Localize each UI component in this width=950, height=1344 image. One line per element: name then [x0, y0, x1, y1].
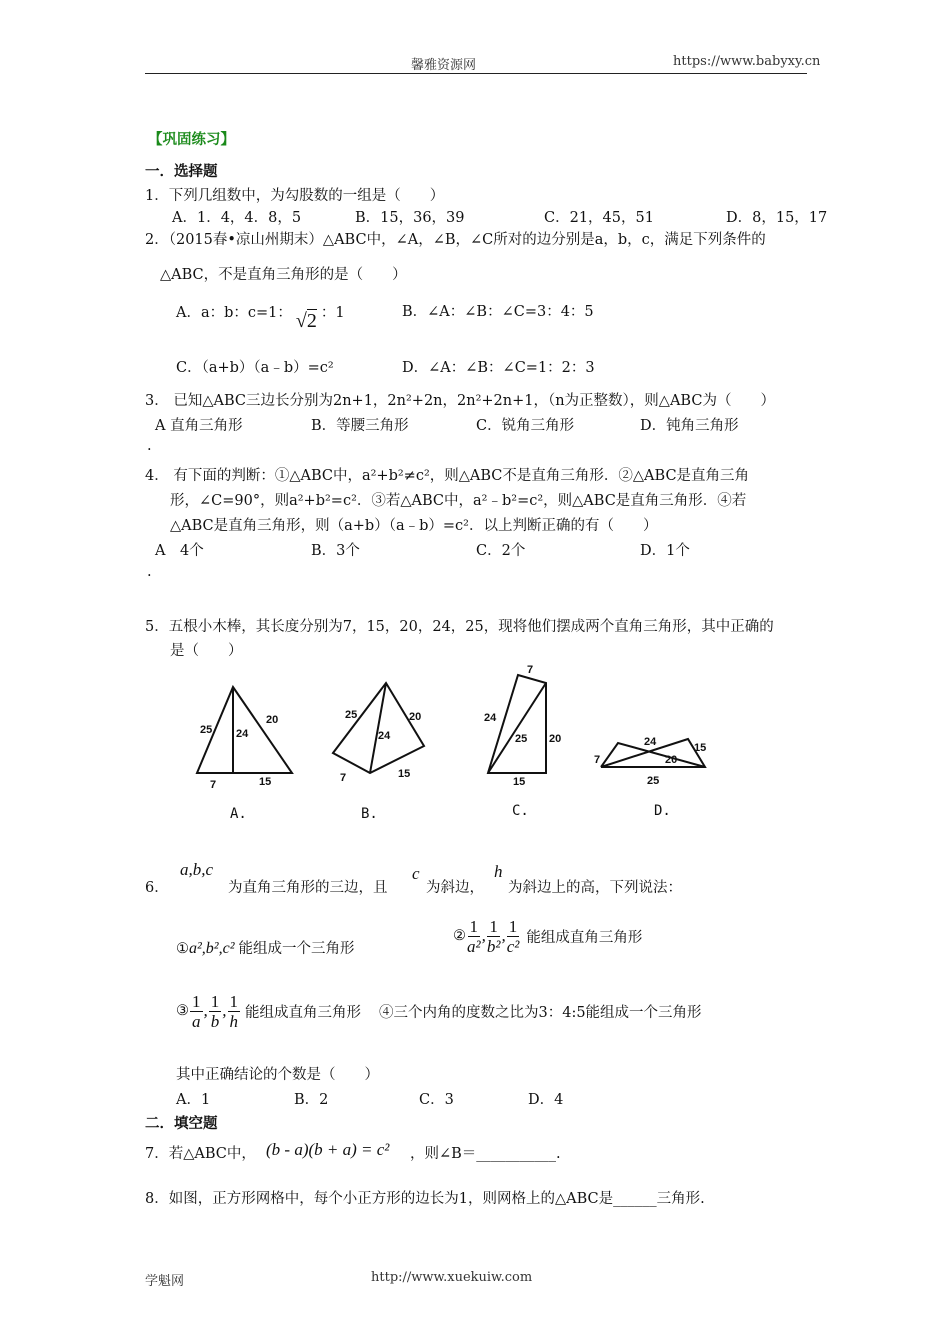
statement-3-mark: ③ [176, 1003, 189, 1019]
q6-statement-1 [176, 937, 355, 958]
header-site-name: 馨雅资源网 [411, 58, 477, 73]
frac-den: a [192, 1011, 201, 1031]
fig-b-label-4: 7 [340, 772, 347, 784]
frac-num: 1 [489, 916, 498, 936]
sqrt-radicand: 2 [306, 310, 317, 332]
frac-num: 1 [469, 916, 479, 936]
fig-c-label-1: 7 [527, 664, 534, 676]
q1-option-c: C．21，45，51 [544, 210, 654, 226]
footer-url[interactable]: http://www.xuekuiw.com [371, 1270, 533, 1285]
fig-b-triangles [333, 683, 424, 773]
frac-1-over-h [228, 992, 241, 1031]
q8-text: 8．如图，正方形网格中，每个小正方形的边长为1，则网格上的△ABC是______三角形. [145, 1191, 705, 1207]
q6-option-b: B．2 [294, 1092, 329, 1108]
q2-option-a-post: ：1 [320, 305, 345, 321]
q3-dot: . [147, 438, 152, 454]
frac-num: 1 [229, 991, 238, 1011]
q4-option-b: B．3个 [311, 543, 360, 559]
q3-option-b: B．等腰三角形 [311, 418, 409, 434]
q2-option-d: D．∠A：∠B：∠C=1：2：3 [402, 360, 595, 376]
fig-c-caption: C. [512, 803, 529, 819]
q1-stem: 1．下列几组数中，为勾股数的一组是（ ） [145, 188, 445, 204]
q4-option-a: A 4个 [155, 543, 204, 559]
q7-post: ，则∠B＝___________. [410, 1146, 561, 1162]
q3-option-d: D．钝角三角形 [640, 418, 739, 434]
q2-option-a [176, 300, 345, 332]
fig-a-label-4: 7 [210, 779, 217, 791]
q2-option-a-pre: A．a：b：c=1： [176, 305, 292, 321]
fig-d-caption: D. [654, 803, 671, 819]
part1-title: 一．选择题 [145, 163, 218, 180]
statement-2-mark: ② [453, 928, 466, 944]
fig-a-label-1: 25 [200, 724, 213, 736]
fig-a-label-2: 24 [236, 728, 249, 740]
section-title: 【巩固练习】 [148, 131, 235, 148]
frac-den: c² [506, 936, 520, 956]
q1-option-b: B．15，36，39 [355, 210, 465, 226]
frac-1-over-b [209, 992, 222, 1031]
statement-2-text: 能组成直角三角形 [526, 929, 643, 946]
q6-text-1: 为直角三角形的三边，且 [228, 880, 388, 896]
q6-text-3: 为斜边上的高，下列说法： [508, 880, 682, 896]
frac-1-over-a [190, 992, 203, 1031]
fig-a-caption: A. [230, 806, 247, 822]
header-url[interactable]: https://www.babyxy.cn [673, 54, 821, 69]
footer-left: 学魁网 [145, 1274, 185, 1289]
fig-a-label-3: 20 [266, 714, 279, 726]
q4-option-c: C．2个 [476, 543, 526, 559]
q6-vars: a,b,c [180, 860, 214, 879]
part2-title: 二．填空题 [145, 1115, 218, 1132]
q2-option-b: B．∠A：∠B：∠C=3：4：5 [402, 304, 594, 320]
statement-1-mark: ① [176, 941, 189, 957]
q4-line2: 形，∠C=90°，则a²+b²=c²．③若△ABC中，a²﹣b²=c²，则△ABC是直角三角形．④若 [170, 493, 747, 509]
q7-pre: 7．若△ABC中， [145, 1146, 256, 1162]
frac-den: h [229, 1011, 238, 1031]
q6-var-c: c [412, 864, 420, 883]
q4-dot: . [147, 564, 152, 580]
q2-line1: 2．（2015春•凉山州期末）△ABC中，∠A，∠B，∠C所对的边分别是a，b，c，满足下列条件的 [145, 232, 766, 248]
frac-num: 1 [508, 916, 518, 936]
frac-den: a² [467, 936, 481, 956]
q3-stem: 3． 已知△ABC三边长分别为2n+1，2n²+2n，2n²+2n+1，（n为正整数），则△ABC为（ ） [145, 393, 775, 409]
fig-a-label-5: 15 [259, 776, 272, 788]
q4-line3: △ABC是直角三角形，则（a+b）（a﹣b）=c²．以上判断正确的有（ ） [170, 518, 658, 534]
frac-num: 1 [210, 991, 220, 1011]
fig-b-label-5: 15 [398, 768, 411, 780]
header-rule [145, 73, 807, 74]
statement-1-text: 能组成一个三角形 [238, 941, 355, 957]
fig-d-label-2: 24 [644, 736, 657, 748]
fig-c-label-3: 25 [515, 733, 528, 745]
q2-line2: △ABC，不是直角三角形的是（ ） [160, 267, 407, 283]
fig-c-triangles [488, 675, 546, 773]
frac-den: b [210, 1011, 220, 1031]
frac-1-over-c2 [507, 917, 520, 956]
q1-option-d: D．8，15，17 [726, 210, 828, 226]
fig-d-label-3: 20 [665, 754, 678, 766]
fig-c-label-5: 15 [513, 776, 526, 788]
q6-option-c: C．3 [419, 1092, 454, 1108]
q3-option-c: C．锐角三角形 [476, 418, 575, 434]
sqrt-symbol: √2 [295, 310, 317, 332]
statement-4: ④三个内角的度数之比为3：4:5能组成一个三角形 [379, 1004, 702, 1021]
fig-b-label-1: 25 [345, 709, 358, 721]
fig-b-caption: B. [361, 806, 378, 822]
q7-expr: (b - a)(b + a) = c² [266, 1140, 390, 1159]
q2-option-c: C．（a+b）（a﹣b）=c² [176, 360, 334, 376]
q6-text-2: 为斜边， [426, 880, 484, 896]
q6-statement-3: ③ $\frac{1}{a}$ , $\frac{1}{b}$ , $\frac{1}{h}$ 能组成直角三角形 ④三个内角的度数之比为3：4:5能组成一个三角形 [176, 991, 702, 1031]
q4-option-d: D．1个 [640, 543, 690, 559]
q4-line1: 4． 有下面的判断：①△ABC中，a²+b²≠c²，则△ABC不是直角三角形．②△ABC是直角三角 [145, 468, 750, 484]
q6-option-d: D．4 [528, 1092, 564, 1108]
frac-1-over-a2 [467, 917, 481, 956]
fig-b-label-2: 24 [378, 730, 391, 742]
q1-option-a: A．1．4，4．8，5 [172, 210, 302, 226]
q6-statement-2: ② $\frac{1}{\text{a²}}$ , $\frac{1}{\text{b²}}$ , $\frac{1}{\text{c²}}$ 能组成直角三角形 [453, 916, 643, 956]
fig-d-label-4: 15 [694, 742, 707, 754]
q6-var-h: h [494, 862, 503, 881]
fig-b-label-3: 20 [409, 711, 422, 723]
frac-1-over-b2 [487, 917, 501, 956]
statement-3-text: 能组成直角三角形 [245, 1004, 361, 1021]
frac-num: 1 [192, 991, 201, 1011]
fig-d-label-5: 25 [647, 775, 660, 787]
q6-number: 6． [145, 880, 169, 896]
q5-line1: 5．五根小木棒，其长度分别为7，15，20，24，25，现将他们摆成两个直角三角形，其中正确的 [145, 619, 774, 635]
q6-option-a: A．1 [176, 1092, 211, 1108]
fig-c-label-2: 24 [484, 712, 497, 724]
fig-c-label-4: 20 [549, 733, 562, 745]
q3-option-a: A 直角三角形 [155, 418, 243, 434]
q5-figures [180, 660, 740, 830]
statement-1-expr: a²,b²,c² [189, 940, 235, 957]
frac-den: b² [486, 936, 501, 956]
q6-ask: 其中正确结论的个数是（ ） [176, 1067, 379, 1083]
fig-d-label-1: 7 [594, 754, 601, 766]
q5-line2: 是（ ） [170, 643, 243, 659]
